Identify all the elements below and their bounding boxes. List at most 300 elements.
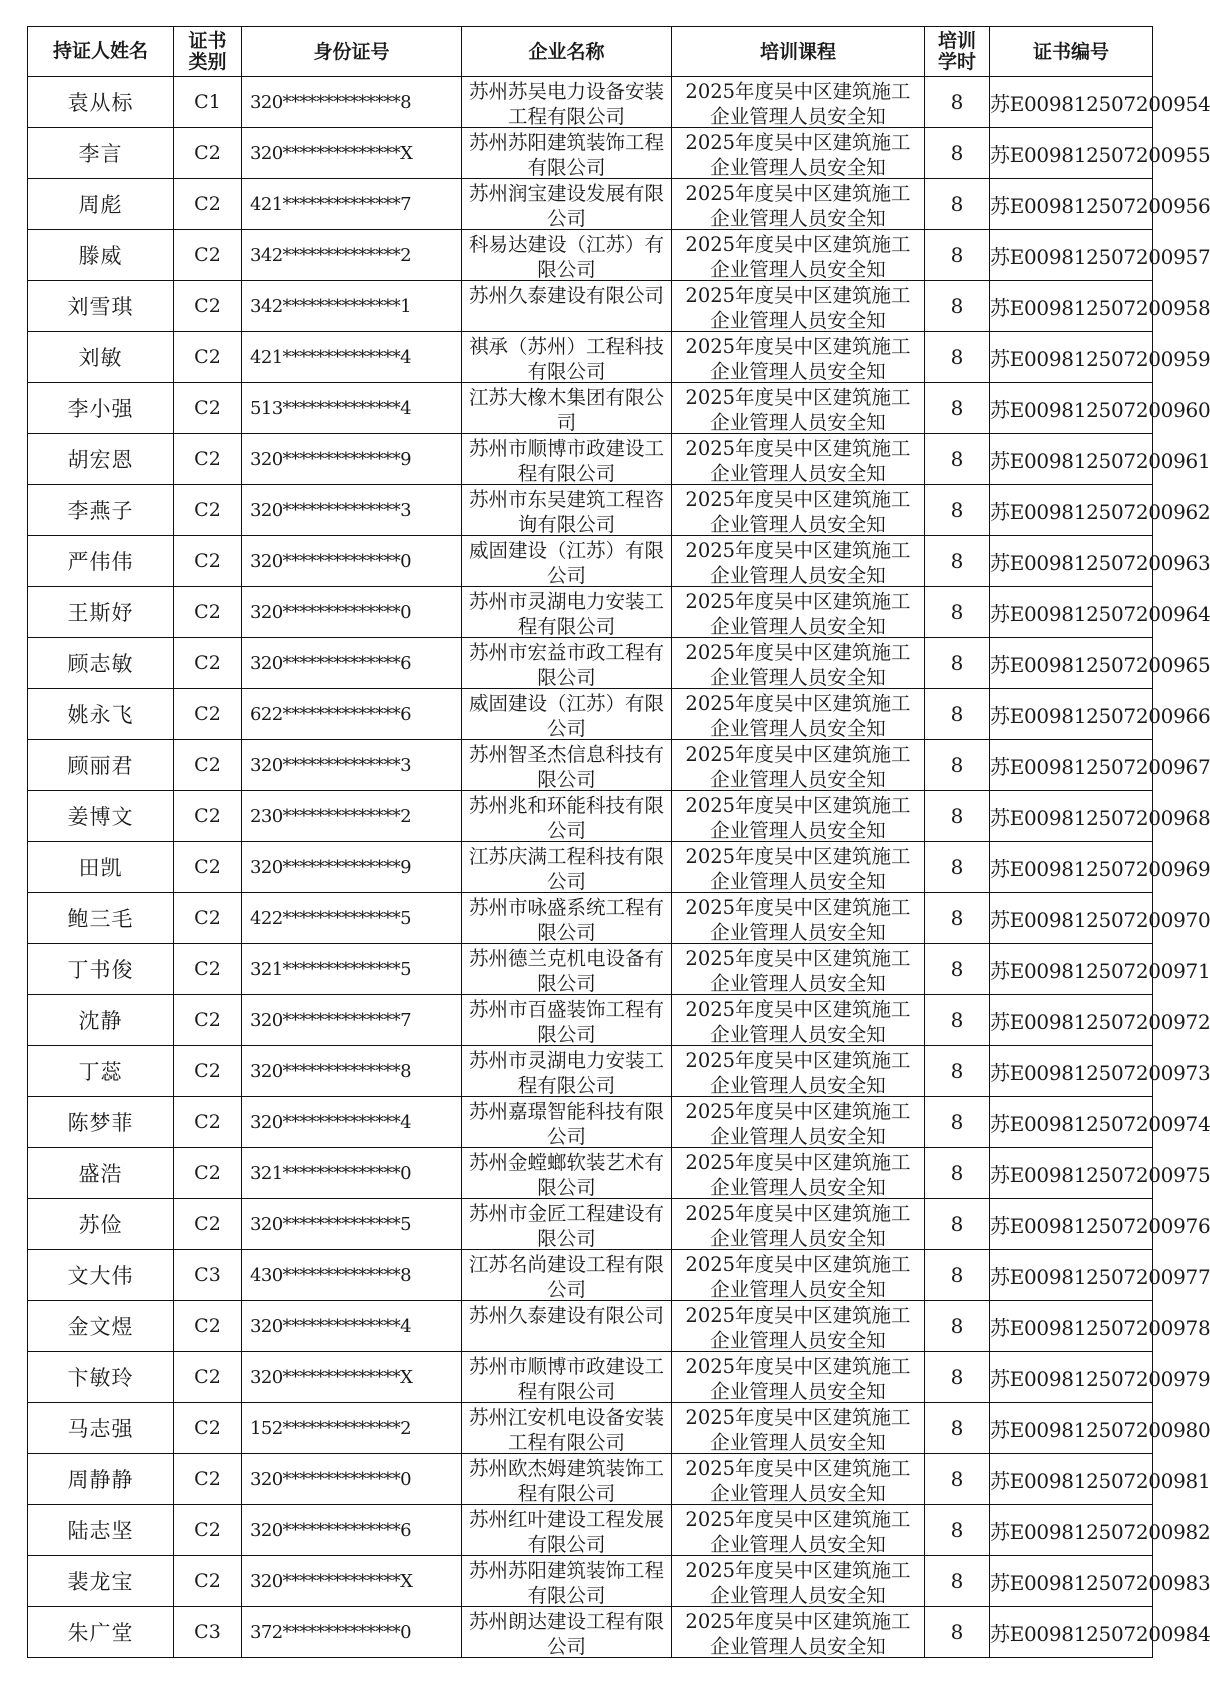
id-number-cell: 342**************1 bbox=[242, 281, 462, 332]
company-name-text: 江苏大橡木集团有限公司 bbox=[468, 385, 664, 434]
certificate-number-cell: 苏E009812507200960 bbox=[990, 383, 1153, 434]
company-name-text: 科易达建设（江苏）有限公司 bbox=[468, 232, 664, 281]
table-row bbox=[28, 1403, 1153, 1454]
training-course-text: 2025年度吴中区建筑施工企业管理人员安全知 bbox=[685, 130, 911, 179]
id-number-cell: 622**************6 bbox=[242, 689, 462, 740]
cert-category-cell: C2 bbox=[174, 1046, 242, 1097]
id-number-cell: 321**************5 bbox=[242, 944, 462, 995]
training-hours-cell: 8 bbox=[925, 536, 990, 587]
company-name-text: 威固建设（江苏）有限公司 bbox=[468, 538, 664, 587]
id-number-cell: 421**************4 bbox=[242, 332, 462, 383]
id-number-cell: 320**************6 bbox=[242, 638, 462, 689]
company-name-cell bbox=[462, 1148, 672, 1199]
header-id-number: 身份证号 bbox=[242, 27, 462, 77]
training-hours-cell: 8 bbox=[925, 1352, 990, 1403]
training-hours-cell: 8 bbox=[925, 434, 990, 485]
cert-category-cell: C2 bbox=[174, 536, 242, 587]
cert-category-cell: C2 bbox=[174, 230, 242, 281]
company-name-text: 威固建设（江苏）有限公司 bbox=[468, 691, 664, 740]
holder-name-cell: 李小强 bbox=[28, 383, 174, 434]
holder-name-cell: 刘敏 bbox=[28, 332, 174, 383]
holder-name-cell: 田凯 bbox=[28, 842, 174, 893]
cert-category-cell: C2 bbox=[174, 740, 242, 791]
table-row bbox=[28, 1505, 1153, 1556]
company-name-cell bbox=[462, 791, 672, 842]
holder-name-cell: 王斯妤 bbox=[28, 587, 174, 638]
training-course-text: 2025年度吴中区建筑施工企业管理人员安全知 bbox=[685, 538, 911, 587]
cert-category-cell: C2 bbox=[174, 485, 242, 536]
training-course-cell bbox=[672, 230, 925, 281]
certificate-number-cell: 苏E009812507200971 bbox=[990, 944, 1153, 995]
training-course-cell bbox=[672, 332, 925, 383]
id-number-cell: 320**************6 bbox=[242, 1505, 462, 1556]
training-hours-cell: 8 bbox=[925, 230, 990, 281]
table-row bbox=[28, 1046, 1153, 1097]
header-category: 证书类别 bbox=[174, 27, 242, 77]
holder-name-cell: 裴龙宝 bbox=[28, 1556, 174, 1607]
id-number-cell: 372**************0 bbox=[242, 1607, 462, 1658]
certificate-number-cell: 苏E009812507200968 bbox=[990, 791, 1153, 842]
id-number-cell: 320**************X bbox=[242, 1352, 462, 1403]
company-name-cell bbox=[462, 128, 672, 179]
cert-category-cell: C2 bbox=[174, 1505, 242, 1556]
header-row bbox=[28, 27, 1153, 77]
holder-name-cell: 金文煜 bbox=[28, 1301, 174, 1352]
header-cert-no: 证书编号 bbox=[990, 27, 1153, 77]
company-name-text: 苏州德兰克机电设备有限公司 bbox=[468, 946, 664, 995]
cert-category-cell: C2 bbox=[174, 893, 242, 944]
training-course-cell bbox=[672, 1607, 925, 1658]
cert-category-cell: C2 bbox=[174, 638, 242, 689]
training-course-cell bbox=[672, 995, 925, 1046]
company-name-text: 苏州润宝建设发展有限公司 bbox=[468, 181, 664, 230]
id-number-cell: 320**************4 bbox=[242, 1097, 462, 1148]
id-number-cell: 320**************3 bbox=[242, 485, 462, 536]
training-hours-cell: 8 bbox=[925, 332, 990, 383]
holder-name-cell: 马志强 bbox=[28, 1403, 174, 1454]
id-number-cell: 320**************7 bbox=[242, 995, 462, 1046]
cert-category-cell: C2 bbox=[174, 383, 242, 434]
holder-name-cell: 丁蕊 bbox=[28, 1046, 174, 1097]
company-name-text: 苏州兆和环能科技有限公司 bbox=[468, 793, 664, 842]
training-course-text: 2025年度吴中区建筑施工企业管理人员安全知 bbox=[685, 589, 911, 638]
holder-name-cell: 文大伟 bbox=[28, 1250, 174, 1301]
training-course-text: 2025年度吴中区建筑施工企业管理人员安全知 bbox=[685, 997, 911, 1046]
table-row bbox=[28, 995, 1153, 1046]
training-course-cell bbox=[672, 1454, 925, 1505]
table-row bbox=[28, 842, 1153, 893]
company-name-text: 苏州市东吴建筑工程咨询有限公司 bbox=[468, 487, 664, 536]
training-hours-cell: 8 bbox=[925, 1046, 990, 1097]
certificate-number-cell: 苏E009812507200970 bbox=[990, 893, 1153, 944]
training-course-text: 2025年度吴中区建筑施工企业管理人员安全知 bbox=[685, 436, 911, 485]
training-course-cell bbox=[672, 434, 925, 485]
training-course-text: 2025年度吴中区建筑施工企业管理人员安全知 bbox=[685, 1201, 911, 1250]
id-number-cell: 320**************X bbox=[242, 1556, 462, 1607]
company-name-text: 江苏名尚建设工程有限公司 bbox=[468, 1252, 664, 1301]
holder-name-cell: 严伟伟 bbox=[28, 536, 174, 587]
company-name-cell bbox=[462, 1505, 672, 1556]
table-row bbox=[28, 332, 1153, 383]
holder-name-cell: 朱广堂 bbox=[28, 1607, 174, 1658]
table-row bbox=[28, 1148, 1153, 1199]
id-number-cell: 422**************5 bbox=[242, 893, 462, 944]
table-row bbox=[28, 128, 1153, 179]
company-name-cell bbox=[462, 77, 672, 128]
training-course-cell bbox=[672, 740, 925, 791]
company-name-text: 苏州市咏盛系统工程有限公司 bbox=[468, 895, 664, 944]
company-name-cell bbox=[462, 638, 672, 689]
certificate-number-cell: 苏E009812507200958 bbox=[990, 281, 1153, 332]
training-course-text: 2025年度吴中区建筑施工企业管理人员安全知 bbox=[685, 232, 911, 281]
training-course-cell bbox=[672, 179, 925, 230]
training-hours-cell: 8 bbox=[925, 77, 990, 128]
training-hours-cell: 8 bbox=[925, 791, 990, 842]
certificate-number-cell: 苏E009812507200978 bbox=[990, 1301, 1153, 1352]
cert-category-cell: C2 bbox=[174, 791, 242, 842]
header-course: 培训课程 bbox=[672, 27, 925, 77]
training-hours-cell: 8 bbox=[925, 638, 990, 689]
cert-category-cell: C2 bbox=[174, 1199, 242, 1250]
company-name-cell bbox=[462, 1556, 672, 1607]
table-row bbox=[28, 485, 1153, 536]
certificate-number-cell: 苏E009812507200965 bbox=[990, 638, 1153, 689]
certificate-number-cell: 苏E009812507200963 bbox=[990, 536, 1153, 587]
id-number-cell: 421**************7 bbox=[242, 179, 462, 230]
company-name-text: 苏州市灵湖电力安装工程有限公司 bbox=[468, 589, 664, 638]
table-row bbox=[28, 587, 1153, 638]
company-name-cell bbox=[462, 944, 672, 995]
training-hours-cell: 8 bbox=[925, 740, 990, 791]
cert-category-cell: C2 bbox=[174, 1403, 242, 1454]
training-course-text: 2025年度吴中区建筑施工企业管理人员安全知 bbox=[685, 1150, 911, 1199]
table-row bbox=[28, 1301, 1153, 1352]
training-hours-cell: 8 bbox=[925, 281, 990, 332]
training-course-text: 2025年度吴中区建筑施工企业管理人员安全知 bbox=[685, 79, 911, 128]
header-hours: 培训学时 bbox=[925, 27, 990, 77]
training-hours-cell: 8 bbox=[925, 1250, 990, 1301]
cert-category-cell: C2 bbox=[174, 179, 242, 230]
table-row bbox=[28, 281, 1153, 332]
training-course-text: 2025年度吴中区建筑施工企业管理人员安全知 bbox=[685, 487, 911, 536]
holder-name-cell: 周静静 bbox=[28, 1454, 174, 1505]
training-hours-cell: 8 bbox=[925, 1556, 990, 1607]
training-course-cell bbox=[672, 689, 925, 740]
company-name-text: 江苏庆满工程科技有限公司 bbox=[468, 844, 664, 893]
cert-category-cell: C2 bbox=[174, 1352, 242, 1403]
company-name-cell bbox=[462, 1250, 672, 1301]
cert-category-cell: C3 bbox=[174, 1607, 242, 1658]
training-course-cell bbox=[672, 1097, 925, 1148]
training-course-text: 2025年度吴中区建筑施工企业管理人员安全知 bbox=[685, 691, 911, 740]
cert-category-cell: C2 bbox=[174, 689, 242, 740]
id-number-cell: 320**************X bbox=[242, 128, 462, 179]
training-course-cell bbox=[672, 842, 925, 893]
company-name-text: 苏州市顺博市政建设工程有限公司 bbox=[468, 436, 664, 485]
company-name-text: 苏州市金匠工程建设有限公司 bbox=[468, 1201, 664, 1250]
company-name-cell bbox=[462, 1301, 672, 1352]
training-course-cell bbox=[672, 536, 925, 587]
table-row bbox=[28, 434, 1153, 485]
holder-name-cell: 苏俭 bbox=[28, 1199, 174, 1250]
certificate-number-cell: 苏E009812507200964 bbox=[990, 587, 1153, 638]
training-course-text: 2025年度吴中区建筑施工企业管理人员安全知 bbox=[685, 793, 911, 842]
table-row bbox=[28, 638, 1153, 689]
holder-name-cell: 胡宏恩 bbox=[28, 434, 174, 485]
training-course-text: 2025年度吴中区建筑施工企业管理人员安全知 bbox=[685, 385, 911, 434]
cert-category-cell: C2 bbox=[174, 842, 242, 893]
table-row bbox=[28, 893, 1153, 944]
table-row bbox=[28, 1352, 1153, 1403]
company-name-text: 苏州市百盛装饰工程有限公司 bbox=[468, 997, 664, 1046]
cert-category-cell: C1 bbox=[174, 77, 242, 128]
training-hours-cell: 8 bbox=[925, 587, 990, 638]
certificate-number-cell: 苏E009812507200981 bbox=[990, 1454, 1153, 1505]
company-name-cell bbox=[462, 485, 672, 536]
training-course-text: 2025年度吴中区建筑施工企业管理人员安全知 bbox=[685, 1303, 911, 1352]
company-name-cell bbox=[462, 536, 672, 587]
holder-name-cell: 周彪 bbox=[28, 179, 174, 230]
training-course-text: 2025年度吴中区建筑施工企业管理人员安全知 bbox=[685, 895, 911, 944]
id-number-cell: 320**************8 bbox=[242, 1046, 462, 1097]
holder-name-cell: 陆志坚 bbox=[28, 1505, 174, 1556]
company-name-cell bbox=[462, 1199, 672, 1250]
training-course-cell bbox=[672, 638, 925, 689]
cert-category-cell: C2 bbox=[174, 587, 242, 638]
training-course-cell bbox=[672, 383, 925, 434]
training-course-text: 2025年度吴中区建筑施工企业管理人员安全知 bbox=[685, 946, 911, 995]
company-name-text: 苏州嘉璟智能科技有限公司 bbox=[468, 1099, 664, 1148]
training-course-text: 2025年度吴中区建筑施工企业管理人员安全知 bbox=[685, 844, 911, 893]
certificate-number-cell: 苏E009812507200954 bbox=[990, 77, 1153, 128]
table-row bbox=[28, 791, 1153, 842]
training-hours-cell: 8 bbox=[925, 128, 990, 179]
id-number-cell: 152**************2 bbox=[242, 1403, 462, 1454]
holder-name-cell: 刘雪琪 bbox=[28, 281, 174, 332]
training-course-text: 2025年度吴中区建筑施工企业管理人员安全知 bbox=[685, 1609, 911, 1658]
training-course-text: 2025年度吴中区建筑施工企业管理人员安全知 bbox=[685, 181, 911, 230]
company-name-text: 苏州智圣杰信息科技有限公司 bbox=[468, 742, 664, 791]
training-course-cell bbox=[672, 1556, 925, 1607]
table-row bbox=[28, 689, 1153, 740]
certificate-number-cell: 苏E009812507200976 bbox=[990, 1199, 1153, 1250]
company-name-cell bbox=[462, 689, 672, 740]
company-name-cell bbox=[462, 383, 672, 434]
company-name-cell bbox=[462, 1097, 672, 1148]
holder-name-cell: 丁书俊 bbox=[28, 944, 174, 995]
table-row bbox=[28, 1454, 1153, 1505]
company-name-cell bbox=[462, 995, 672, 1046]
company-name-text: 苏州苏吴电力设备安装工程有限公司 bbox=[468, 79, 664, 128]
company-name-text: 苏州朗达建设工程有限公司 bbox=[468, 1609, 664, 1658]
training-course-cell bbox=[672, 587, 925, 638]
holder-name-cell: 陈梦菲 bbox=[28, 1097, 174, 1148]
company-name-cell bbox=[462, 281, 672, 332]
table-row bbox=[28, 230, 1153, 281]
cert-category-cell: C2 bbox=[174, 1301, 242, 1352]
id-number-cell: 230**************2 bbox=[242, 791, 462, 842]
company-name-text: 苏州市顺博市政建设工程有限公司 bbox=[468, 1354, 664, 1403]
training-course-text: 2025年度吴中区建筑施工企业管理人员安全知 bbox=[685, 640, 911, 689]
company-name-cell bbox=[462, 587, 672, 638]
training-course-text: 2025年度吴中区建筑施工企业管理人员安全知 bbox=[685, 1558, 911, 1607]
company-name-cell bbox=[462, 1607, 672, 1658]
table-header bbox=[28, 27, 1153, 77]
holder-name-cell: 滕威 bbox=[28, 230, 174, 281]
header-company: 企业名称 bbox=[462, 27, 672, 77]
certificate-number-cell: 苏E009812507200977 bbox=[990, 1250, 1153, 1301]
holder-name-cell: 李燕子 bbox=[28, 485, 174, 536]
training-course-cell bbox=[672, 1403, 925, 1454]
certificate-number-cell: 苏E009812507200972 bbox=[990, 995, 1153, 1046]
training-hours-cell: 8 bbox=[925, 1454, 990, 1505]
header-name: 持证人姓名 bbox=[28, 27, 174, 77]
training-hours-cell: 8 bbox=[925, 1148, 990, 1199]
certificate-number-cell: 苏E009812507200982 bbox=[990, 1505, 1153, 1556]
holder-name-cell: 姚永飞 bbox=[28, 689, 174, 740]
certificate-number-cell: 苏E009812507200979 bbox=[990, 1352, 1153, 1403]
company-name-cell bbox=[462, 434, 672, 485]
id-number-cell: 320**************9 bbox=[242, 434, 462, 485]
training-course-cell bbox=[672, 281, 925, 332]
cert-category-cell: C3 bbox=[174, 1250, 242, 1301]
cert-category-cell: C2 bbox=[174, 1097, 242, 1148]
company-name-cell bbox=[462, 1403, 672, 1454]
table-row bbox=[28, 383, 1153, 434]
certificate-table bbox=[27, 26, 1210, 1658]
id-number-cell: 320**************0 bbox=[242, 536, 462, 587]
company-name-cell bbox=[462, 230, 672, 281]
company-name-text: 苏州苏阳建筑装饰工程有限公司 bbox=[468, 1558, 664, 1607]
holder-name-cell: 顾志敏 bbox=[28, 638, 174, 689]
id-number-cell: 342**************2 bbox=[242, 230, 462, 281]
training-course-text: 2025年度吴中区建筑施工企业管理人员安全知 bbox=[685, 1354, 911, 1403]
table-row bbox=[28, 944, 1153, 995]
training-course-cell bbox=[672, 1148, 925, 1199]
company-name-cell bbox=[462, 1454, 672, 1505]
training-hours-cell: 8 bbox=[925, 1607, 990, 1658]
certificate-number-cell: 苏E009812507200955 bbox=[990, 128, 1153, 179]
training-course-cell bbox=[672, 1046, 925, 1097]
training-course-text: 2025年度吴中区建筑施工企业管理人员安全知 bbox=[685, 1252, 911, 1301]
table-row bbox=[28, 1199, 1153, 1250]
id-number-cell: 320**************4 bbox=[242, 1301, 462, 1352]
training-hours-cell: 8 bbox=[925, 1505, 990, 1556]
training-course-text: 2025年度吴中区建筑施工企业管理人员安全知 bbox=[685, 1048, 911, 1097]
holder-name-cell: 顾丽君 bbox=[28, 740, 174, 791]
training-course-cell bbox=[672, 1352, 925, 1403]
training-hours-cell: 8 bbox=[925, 485, 990, 536]
certificate-number-cell: 苏E009812507200966 bbox=[990, 689, 1153, 740]
company-name-cell bbox=[462, 179, 672, 230]
training-hours-cell: 8 bbox=[925, 944, 990, 995]
table-row bbox=[28, 1250, 1153, 1301]
holder-name-cell: 李言 bbox=[28, 128, 174, 179]
certificate-number-cell: 苏E009812507200984 bbox=[990, 1607, 1153, 1658]
table-row bbox=[28, 740, 1153, 791]
training-hours-cell: 8 bbox=[925, 179, 990, 230]
cert-category-cell: C2 bbox=[174, 1148, 242, 1199]
training-course-cell bbox=[672, 1250, 925, 1301]
training-course-text: 2025年度吴中区建筑施工企业管理人员安全知 bbox=[685, 334, 911, 383]
training-course-text: 2025年度吴中区建筑施工企业管理人员安全知 bbox=[685, 1099, 911, 1148]
certificate-number-cell: 苏E009812507200983 bbox=[990, 1556, 1153, 1607]
id-number-cell: 320**************3 bbox=[242, 740, 462, 791]
table-body bbox=[28, 77, 1210, 1658]
company-name-text: 苏州久泰建设有限公司 bbox=[468, 283, 664, 307]
holder-name-cell: 沈静 bbox=[28, 995, 174, 1046]
company-name-text: 祺承（苏州）工程科技有限公司 bbox=[468, 334, 664, 383]
certificate-number-cell: 苏E009812507200962 bbox=[990, 485, 1153, 536]
company-name-cell bbox=[462, 1046, 672, 1097]
training-hours-cell: 8 bbox=[925, 1403, 990, 1454]
cert-category-cell: C2 bbox=[174, 995, 242, 1046]
certificate-number-cell: 苏E009812507200961 bbox=[990, 434, 1153, 485]
training-hours-cell: 8 bbox=[925, 1097, 990, 1148]
company-name-text: 苏州市灵湖电力安装工程有限公司 bbox=[468, 1048, 664, 1097]
holder-name-cell: 袁从标 bbox=[28, 77, 174, 128]
company-name-cell bbox=[462, 1352, 672, 1403]
id-number-cell: 320**************9 bbox=[242, 842, 462, 893]
cert-category-cell: C2 bbox=[174, 281, 242, 332]
training-course-text: 2025年度吴中区建筑施工企业管理人员安全知 bbox=[685, 1507, 911, 1556]
cert-category-cell: C2 bbox=[174, 944, 242, 995]
certificate-number-cell: 苏E009812507200980 bbox=[990, 1403, 1153, 1454]
company-name-cell bbox=[462, 842, 672, 893]
certificate-number-cell: 苏E009812507200969 bbox=[990, 842, 1153, 893]
training-hours-cell: 8 bbox=[925, 1199, 990, 1250]
company-name-text: 苏州红叶建设工程发展有限公司 bbox=[468, 1507, 664, 1556]
company-name-text: 苏州苏阳建筑装饰工程有限公司 bbox=[468, 130, 664, 179]
id-number-cell: 320**************5 bbox=[242, 1199, 462, 1250]
cert-category-cell: C2 bbox=[174, 1556, 242, 1607]
training-course-cell bbox=[672, 1505, 925, 1556]
certificate-number-cell: 苏E009812507200967 bbox=[990, 740, 1153, 791]
training-course-cell bbox=[672, 893, 925, 944]
holder-name-cell: 盛浩 bbox=[28, 1148, 174, 1199]
training-course-cell bbox=[672, 77, 925, 128]
training-course-cell bbox=[672, 485, 925, 536]
table-row bbox=[28, 536, 1153, 587]
table-row bbox=[28, 1097, 1153, 1148]
training-course-cell bbox=[672, 1199, 925, 1250]
holder-name-cell: 姜博文 bbox=[28, 791, 174, 842]
training-hours-cell: 8 bbox=[925, 995, 990, 1046]
training-course-cell bbox=[672, 944, 925, 995]
company-name-text: 苏州市宏益市政工程有限公司 bbox=[468, 640, 664, 689]
id-number-cell: 320**************8 bbox=[242, 77, 462, 128]
cert-category-cell: C2 bbox=[174, 128, 242, 179]
training-hours-cell: 8 bbox=[925, 689, 990, 740]
cert-category-cell: C2 bbox=[174, 332, 242, 383]
certificate-number-cell: 苏E009812507200975 bbox=[990, 1148, 1153, 1199]
certificate-number-cell: 苏E009812507200957 bbox=[990, 230, 1153, 281]
training-course-text: 2025年度吴中区建筑施工企业管理人员安全知 bbox=[685, 1405, 911, 1454]
company-name-text: 苏州欧杰姆建筑装饰工程有限公司 bbox=[468, 1456, 664, 1505]
company-name-text: 苏州江安机电设备安装工程有限公司 bbox=[468, 1405, 664, 1454]
table-row bbox=[28, 1556, 1153, 1607]
id-number-cell: 320**************0 bbox=[242, 587, 462, 638]
training-course-text: 2025年度吴中区建筑施工企业管理人员安全知 bbox=[685, 1456, 911, 1505]
certificate-number-cell: 苏E009812507200959 bbox=[990, 332, 1153, 383]
training-course-cell bbox=[672, 1301, 925, 1352]
company-name-cell bbox=[462, 740, 672, 791]
table-row bbox=[28, 1607, 1153, 1658]
certificate-number-cell: 苏E009812507200974 bbox=[990, 1097, 1153, 1148]
holder-name-cell: 卞敏玲 bbox=[28, 1352, 174, 1403]
training-course-text: 2025年度吴中区建筑施工企业管理人员安全知 bbox=[685, 283, 911, 332]
company-name-text: 苏州久泰建设有限公司 bbox=[468, 1303, 664, 1327]
